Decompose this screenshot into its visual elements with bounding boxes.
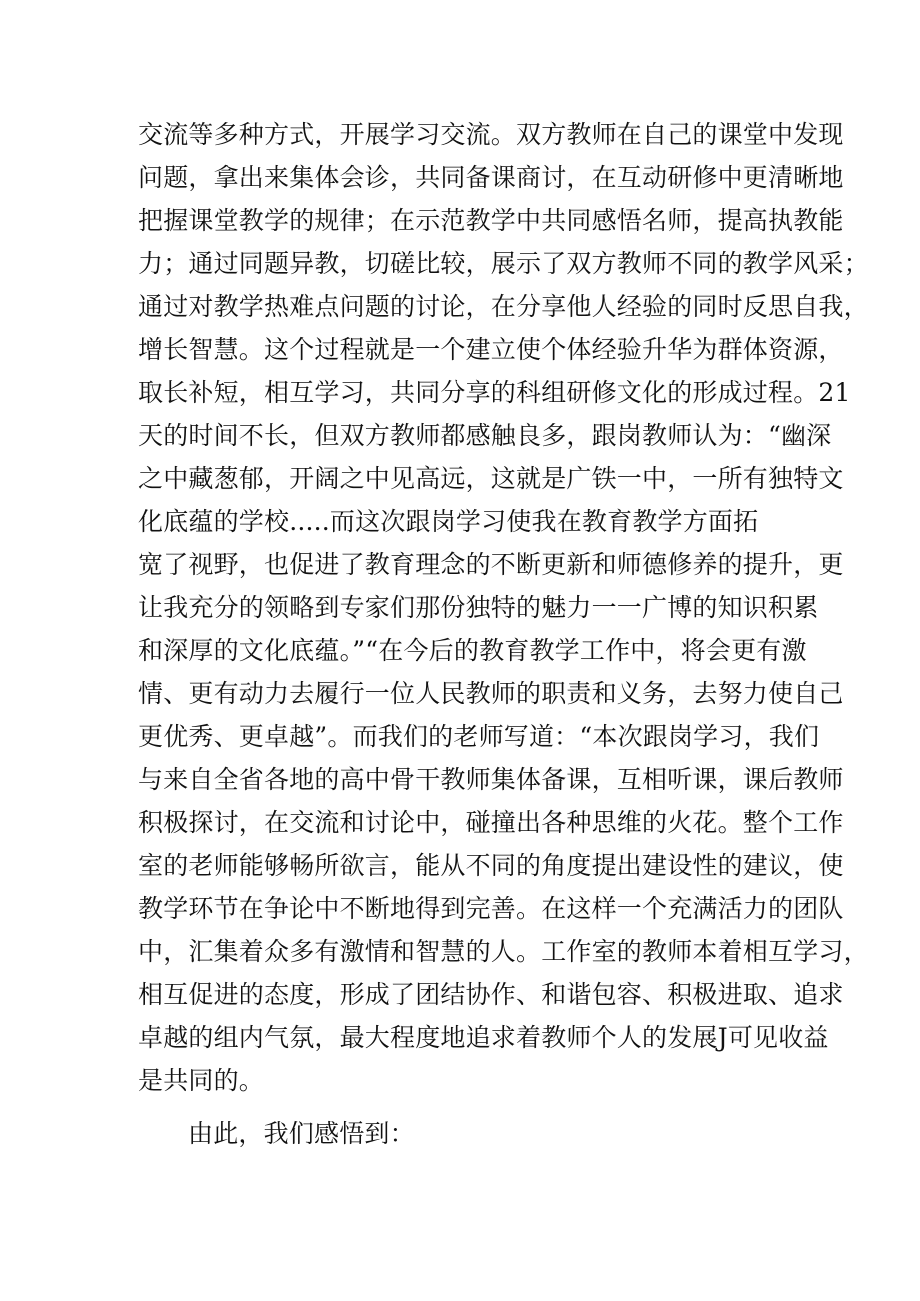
closing-line: 由此，我们感悟到：: [188, 1119, 415, 1148]
text-line: 情、更有动力去履行一位人民教师的职责和义务，去努力使自己: [138, 679, 844, 708]
text-line: 增长智慧。这个过程就是一个建立使个体经验升华为群体资源，: [138, 335, 844, 364]
text-line: 把握课堂教学的规律；在示范教学中共同感悟名师，提高执教能: [138, 206, 844, 235]
text-line: 和深厚的文化底蕴。”“在今后的教育教学工作中，将会更有激: [138, 636, 807, 665]
text-line: 交流等多种方式，开展学习交流。双方教师在自己的课堂中发现: [138, 120, 844, 149]
text-line: 让我充分的领略到专家们那份独特的魅力一一广博的知识积累: [138, 593, 819, 622]
text-line: 问题，拿出来集体会诊，共同备课商讨，在互动研修中更清晰地: [138, 163, 844, 192]
text-line: 中，汇集着众多有激情和智慧的人。工作室的教师本着相互学习，: [138, 937, 869, 966]
text-line: 力；通过同题异教，切磋比较，展示了双方教师不同的教学风采；: [138, 249, 869, 278]
text-line: 更优秀、更卓越”。而我们的老师写道：“本次跟岗学习，我们: [138, 722, 820, 751]
text-line: 室的老师能够畅所欲言，能从不同的角度提出建设性的建议，使: [138, 851, 844, 880]
text-line: 之中藏葱郁，开阔之中见高远，这就是广铁一中，一所有独特文: [138, 464, 844, 493]
text-line: 通过对教学热难点问题的讨论，在分享他人经验的同时反思自我，: [138, 292, 869, 321]
body-text: [138, 113, 869, 1155]
text-line: 相互促进的态度，形成了团结协作、和谐包容、积极进取、追求: [138, 980, 844, 1009]
text-line: 取长补短，相互学习，共同分享的科组研修文化的形成过程。21: [138, 378, 851, 407]
text-line: 天的时间不长，但双方教师都感触良多，跟岗教师认为：“幽深: [138, 421, 832, 450]
text-line: 是共同的。: [138, 1066, 265, 1095]
text-line: 卓越的组内气氛，最大程度地追求着教师个人的发展J可见收益: [138, 1023, 829, 1052]
text-line: 教学环节在争论中不断地得到完善。在这样一个充满活力的团队: [138, 894, 844, 923]
text-line: 积极探讨，在交流和讨论中，碰撞出各种思维的火花。整个工作: [138, 808, 844, 837]
text-line: 化底蕴的学校.....而这次跟岗学习使我在教育教学方面拓: [138, 507, 759, 536]
text-line: 宽了视野，也促进了教育理念的不断更新和师德修养的提升，更: [138, 550, 844, 579]
text-line: 与来自全省各地的高中骨干教师集体备课，互相听课，课后教师: [138, 765, 844, 794]
